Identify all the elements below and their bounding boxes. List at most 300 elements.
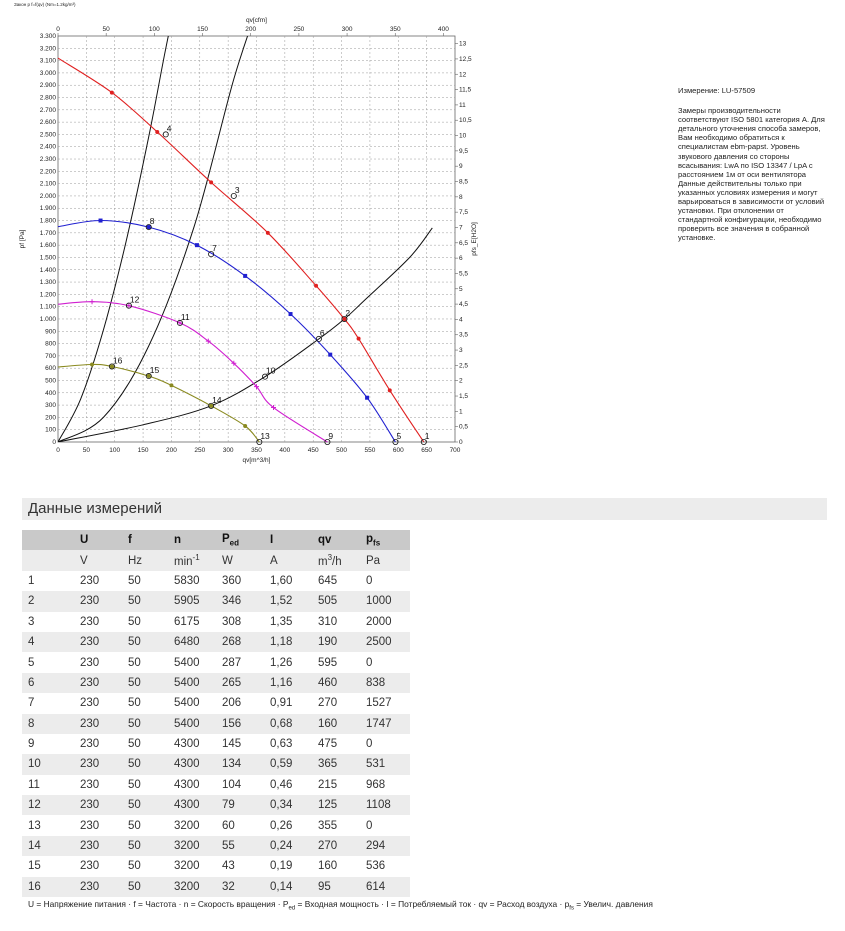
table-cell: 3200 [174,815,222,835]
y-tick-label: 100 [45,426,56,434]
operating-point-label: 3 [234,184,240,195]
y2-tick-label: 5 [459,285,463,293]
table-cell: 2500 [366,632,410,652]
operating-point-label: 13 [260,431,270,441]
unit-speed [174,550,222,570]
data-point [243,424,247,428]
table-cell: 43 [222,856,270,876]
y-tick-label: 0 [52,439,56,446]
table-cell: 5 [22,652,80,672]
table-cell: 50 [128,877,174,897]
y2-tick-label: 2 [459,377,463,385]
table-body [22,550,410,897]
note-line: Замеры производительности [678,106,781,116]
y2-tick-label: 9,5 [459,147,469,155]
y2-axis-title: pfs_E[H2O] [471,222,478,256]
table-row [22,591,410,611]
y2-tick-label: 12 [459,71,467,79]
data-point [365,396,369,400]
unit-frequency: Hz [128,550,174,570]
fan-performance-chart [0,0,478,470]
col-header-power-sub: ed [229,538,240,548]
y2-tick-label: 11 [459,101,466,109]
table-cell: 308 [222,612,270,632]
table-cell: 9 [22,734,80,754]
table-row [22,571,410,591]
y-tick-label: 3.100 [39,57,56,65]
note-line: Данные действительны только при [678,178,802,188]
table-cell: 3 [22,612,80,632]
x2-tick-label: 0 [56,26,60,33]
table-cell: 230 [80,714,128,734]
table-cell: 287 [222,652,270,672]
operating-point-label: 6 [319,327,325,338]
operating-point-label: 9 [328,431,334,441]
table-cell: 0,19 [270,856,318,876]
y-tick-label: 2.600 [39,119,56,127]
col-header-pressure-main: p [366,533,374,546]
table-cell: 160 [318,714,366,734]
legend-sub: fs [569,905,574,912]
col-header-power [222,530,270,550]
note-line: установке. [678,233,716,243]
table-cell: 0 [366,815,410,835]
table-cell: 1,52 [270,591,318,611]
data-point [209,180,213,184]
table-cell: 50 [128,815,174,835]
col-header-current: I [270,530,318,550]
table-cell: 10 [22,754,80,774]
col-header-pressure [366,530,410,550]
x-tick-label: 50 [82,447,90,454]
y2-tick-label: 10 [459,132,467,140]
x-tick-label: 150 [137,447,149,454]
operating-point-label: 2 [345,307,351,318]
y-tick-label: 1.900 [39,205,56,213]
table-cell: 1527 [366,693,410,713]
y-tick-label: 1.600 [39,242,56,250]
table-cell: 2000 [366,612,410,632]
table-cell: 265 [222,673,270,693]
y2-tick-label: 6 [459,255,463,263]
table-cell: 0,34 [270,795,318,815]
legend-sub: ed [288,905,296,912]
table-cell: 460 [318,673,366,693]
unit-power: W [222,550,270,570]
y-tick-label: 2.100 [39,180,56,188]
table-cell: 270 [318,693,366,713]
table-cell: 230 [80,571,128,591]
table-row [22,734,410,754]
table-cell: 60 [222,815,270,835]
table-cell: 0 [366,571,410,591]
col-header-frequency: f [128,530,174,550]
operating-point-label: 8 [149,216,155,227]
table-cell: 12 [22,795,80,815]
data-point [99,219,103,223]
table-cell: 1,60 [270,571,318,591]
table-cell: 0,26 [270,815,318,835]
y-tick-label: 1.500 [39,254,56,262]
x2-tick-label: 150 [197,26,208,33]
table-cell: 230 [80,815,128,835]
table-cell: 6480 [174,632,222,652]
unit-speed-main: min [174,556,193,568]
measurement-note [678,86,828,243]
data-point [328,353,332,357]
section-title: Данные измерений [28,500,162,517]
y2-tick-label: 5,5 [459,270,469,278]
table-cell: 16 [22,877,80,897]
table-cell: 230 [80,775,128,795]
col-header-pressure-sub: fs [373,538,381,548]
col-header-airflow: qv [318,530,366,550]
y-tick-label: 3.300 [39,33,56,40]
table-cell: 310 [318,612,366,632]
operating-point-label: 12 [129,294,140,305]
table-cell: 50 [128,775,174,795]
y2-tick-label: 1 [459,408,463,416]
table-cell: 50 [128,673,174,693]
y2-tick-label: 12,5 [459,55,472,63]
y2-tick-label: 3,5 [459,331,469,339]
table-row [22,652,410,672]
note-line: расстоянием 1м от оси вентилятора [678,169,807,179]
table-row [22,856,410,876]
units-row [22,550,410,570]
x-tick-label: 200 [165,447,177,454]
table-cell: 5830 [174,571,222,591]
note-line: соответствуют ISO 5801 категория A. Для [678,115,825,125]
table-cell: 160 [318,856,366,876]
table-cell: 505 [318,591,366,611]
operating-point-label: 5 [396,431,402,441]
y-tick-label: 900 [45,328,56,336]
legend-part: = Увелич. давления [573,899,653,909]
y-tick-label: 1.700 [39,229,56,237]
note-line: варьироваться в зависимости от условий [678,197,825,207]
y2-tick-label: 8,5 [459,178,469,186]
note-line: установки. При отклонении от [678,206,784,216]
table-row [22,877,410,897]
table-cell: 355 [318,815,366,835]
x2-tick-label: 100 [148,26,160,33]
table-cell: 230 [80,856,128,876]
unit-airflow [318,550,366,570]
table-row [22,754,410,774]
operating-point-label: 16 [112,355,123,366]
table-cell: 230 [80,754,128,774]
table-cell: 230 [80,652,128,672]
table-cell: 230 [80,632,128,652]
table-cell: 365 [318,754,366,774]
table-cell: 5400 [174,673,222,693]
table-legend [28,899,653,912]
legend-part: = Входная мощность · I = Потребляемый ток · qv = Расход воздуха · p [295,899,570,909]
operating-point-label: 11 [180,311,190,322]
table-cell: 3200 [174,877,222,897]
table-cell: 125 [318,795,366,815]
y-tick-label: 2.000 [39,192,56,200]
x-tick-label: 500 [336,447,348,454]
table-cell: 1,26 [270,652,318,672]
table-cell: 50 [128,652,174,672]
y-tick-label: 1.800 [39,217,56,225]
table-cell: 595 [318,652,366,672]
table-row [22,836,410,856]
chart-title: Закон р f=f(qv) (Nm=1.2kg/m³) [14,2,76,7]
table-cell: 50 [128,571,174,591]
y2-tick-label: 8 [459,193,463,201]
legend-part: U = Напряжение питания · f = Частота · n = Скорость вращения · P [28,899,289,909]
table-cell: 206 [222,693,270,713]
operating-point-label: 14 [212,394,222,405]
table-cell: 1,16 [270,673,318,693]
y2-tick-label: 11,5 [459,86,472,94]
table-cell: 4 [22,632,80,652]
x-tick-label: 300 [222,447,234,454]
col-header-index [22,530,80,550]
table-cell: 0,14 [270,877,318,897]
table-cell: 230 [80,612,128,632]
y-tick-label: 3.200 [39,45,56,53]
y2-tick-label: 4 [459,316,463,324]
table-cell: 50 [128,795,174,815]
table-cell: 50 [128,612,174,632]
table-cell: 32 [222,877,270,897]
table-cell: 5905 [174,591,222,611]
chart-svg [0,0,478,470]
table-cell: 0,24 [270,836,318,856]
x-tick-label: 550 [364,447,376,454]
table-row [22,775,410,795]
table-cell: 614 [366,877,410,897]
x-tick-label: 0 [56,447,60,454]
table-cell: 4300 [174,775,222,795]
col-header-speed: n [174,530,222,550]
unit-voltage: V [80,550,128,570]
unit-airflow-sup: 3 [327,553,333,563]
table-cell: 3200 [174,856,222,876]
operating-point-label: 1 [424,431,430,441]
x2-tick-label: 200 [245,26,257,33]
x-tick-label: 450 [307,447,319,454]
x-tick-label: 100 [109,447,121,454]
table-cell: 50 [128,836,174,856]
y-tick-label: 2.500 [39,131,56,139]
section-header [22,498,827,520]
data-point [388,388,392,392]
table-cell: 50 [128,856,174,876]
y2-tick-label: 7 [459,224,463,232]
table-cell: 104 [222,775,270,795]
operating-point-label: 15 [149,365,160,376]
table-cell: 2 [22,591,80,611]
x-tick-label: 350 [251,447,262,454]
data-point [90,362,94,366]
y-tick-label: 1.200 [39,291,56,299]
table-cell: 230 [80,734,128,754]
table-cell: 1000 [366,591,410,611]
note-line: специалистам ebm-papst. Уровень [678,142,800,152]
table-cell: 1,18 [270,632,318,652]
table-cell: 645 [318,571,366,591]
y2-tick-label: 3 [459,347,463,355]
y-tick-label: 3.000 [39,69,56,77]
y-tick-label: 1.400 [39,266,56,274]
x2-tick-label: 400 [438,26,449,33]
table-cell: 230 [80,795,128,815]
table-cell: 95 [318,877,366,897]
table-cell: 50 [128,591,174,611]
table-cell: 14 [22,836,80,856]
y-tick-label: 2.400 [39,143,56,151]
table-cell: 230 [80,836,128,856]
table-cell: 5400 [174,652,222,672]
table-cell: 11 [22,775,80,795]
y-tick-label: 2.800 [39,94,56,102]
table-cell: 531 [366,754,410,774]
y-tick-label: 1.000 [39,315,56,323]
table-cell: 230 [80,591,128,611]
table-cell: 13 [22,815,80,835]
y-tick-label: 800 [45,340,56,348]
y-tick-label: 600 [45,365,56,373]
table-cell: 50 [128,754,174,774]
note-line: указанных условиях измерения и могут [678,187,818,197]
table-cell: 50 [128,714,174,734]
table-cell: 346 [222,591,270,611]
y-axis-title: pf [Pa] [19,229,26,249]
data-point [243,274,247,278]
table-row [22,673,410,693]
table-header-row [22,530,410,550]
note-line: стандартной конфигурации, необходимо [678,215,822,225]
y2-tick-label: 2,5 [459,362,469,370]
y-tick-label: 400 [45,389,56,397]
table-cell: 1747 [366,714,410,734]
table-cell: 3200 [174,836,222,856]
operating-point-label: 4 [166,123,172,134]
y2-tick-label: 6,5 [459,239,469,247]
y-tick-label: 500 [45,377,56,385]
table-row [22,714,410,734]
table-cell: 15 [22,856,80,876]
table-cell: 0,46 [270,775,318,795]
table-cell: 536 [366,856,410,876]
table-cell: 1 [22,571,80,591]
unit-airflow-tail: /h [332,556,342,568]
table-cell: 8 [22,714,80,734]
x-tick-label: 250 [194,447,206,454]
y2-tick-label: 7,5 [459,209,469,217]
table-row [22,795,410,815]
y-tick-label: 200 [45,414,56,422]
table-cell: 270 [318,836,366,856]
table-cell: 838 [366,673,410,693]
table-cell: 6 [22,673,80,693]
table-cell: 5400 [174,714,222,734]
table-cell: 190 [318,632,366,652]
table-row [22,815,410,835]
table-cell: 1108 [366,795,410,815]
table-cell: 50 [128,693,174,713]
table-cell: 50 [128,734,174,754]
data-point [357,337,361,341]
x-tick-label: 600 [392,447,404,454]
x2-tick-label: 300 [341,26,353,33]
table-cell: 6175 [174,612,222,632]
table-cell: 0,68 [270,714,318,734]
data-point [169,383,173,387]
unit-airflow-main: m [318,556,328,568]
table-cell: 7 [22,693,80,713]
note-line: всасывания: LwA по ISO 13347 / LpA с [678,160,813,170]
data-point [195,243,199,247]
measurement-id: Измерение: LU-57509 [678,86,756,95]
table-cell: 215 [318,775,366,795]
y2-tick-label: 9 [459,163,463,171]
y2-tick-label: 13 [459,40,467,48]
data-point [155,130,159,134]
x2-axis-title: qv[cfm] [246,17,267,24]
x2-tick-label: 350 [389,26,401,33]
table-cell: 230 [80,673,128,693]
y-tick-label: 2.200 [39,168,56,176]
table-cell: 0,59 [270,754,318,774]
y-tick-label: 1.100 [39,303,56,311]
table-cell: 55 [222,836,270,856]
y2-tick-label: 4,5 [459,301,469,309]
table-cell: 0,91 [270,693,318,713]
operating-point-label: 7 [212,243,217,254]
unit-pressure: Pa [366,550,410,570]
note-line: Вам необходимо обратиться к [678,133,785,143]
col-header-power-main: P [222,533,230,546]
x-tick-label: 650 [421,447,433,454]
data-point [266,231,270,235]
col-header-voltage: U [80,530,128,550]
note-line: звукового давления со стороны [678,151,790,161]
y-tick-label: 700 [45,352,56,360]
table-cell: 5400 [174,693,222,713]
note-line: проверить все значения в собранной [678,224,810,234]
table-row [22,693,410,713]
unit-current: A [270,550,318,570]
table-cell: 968 [366,775,410,795]
x-tick-label: 400 [279,447,291,454]
table-cell: 4300 [174,754,222,774]
table-cell: 4300 [174,734,222,754]
y2-tick-label: 10,5 [459,117,472,125]
table-cell: 134 [222,754,270,774]
measurement-table [22,530,410,897]
x2-tick-label: 50 [102,26,110,33]
note-line: детального уточнения способа замеров, [678,124,821,134]
x2-tick-label: 250 [293,26,305,33]
x-axis-title: qv[m^3/h] [242,457,271,464]
table-cell: 4300 [174,795,222,815]
data-point [314,284,318,288]
unit-index [22,550,80,570]
x-tick-label: 700 [449,447,461,454]
table-cell: 0 [366,734,410,754]
table-cell: 0,63 [270,734,318,754]
table-cell: 0 [366,652,410,672]
table-cell: 50 [128,632,174,652]
table-cell: 230 [80,877,128,897]
y-tick-label: 300 [45,402,56,410]
